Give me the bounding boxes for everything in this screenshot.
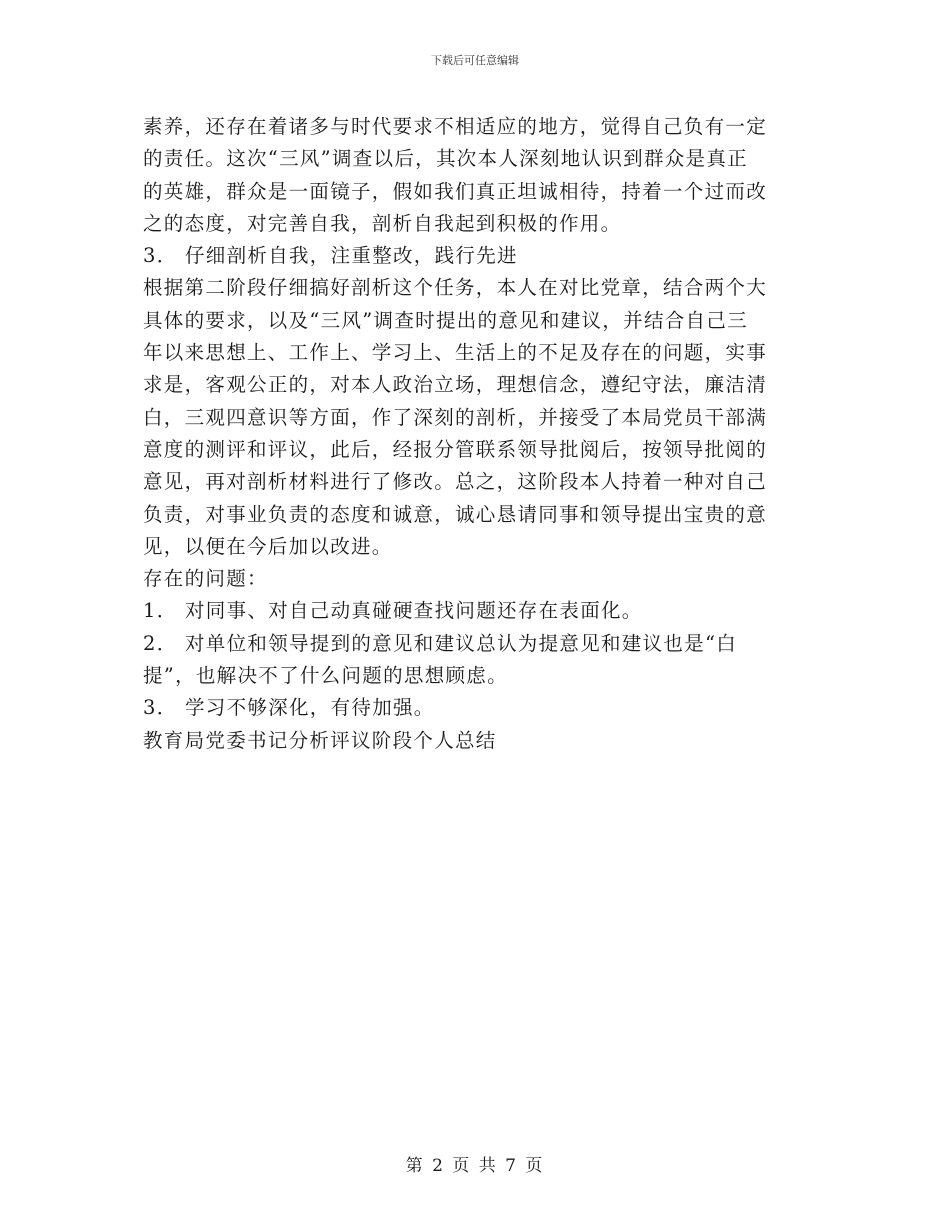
body-line: 意见，再对剖析材料进行了修改。总之，这阶段本人持着一种对自己 — [143, 470, 768, 494]
page-number: 第 2 页 共 7 页 — [405, 1156, 545, 1176]
body-line: 的责任。这次“三风”调查以后，其次本人深刻地认识到群众是真正 — [143, 147, 748, 171]
body-line: 负责，对事业负责的态度和诚意，诚心恳请同事和领导提出宝贵的意 — [143, 502, 768, 526]
body-line: 意度的测评和评议，此后，经报分管联系领导批阅后，按领导批阅的 — [143, 437, 768, 461]
body-line: 素养，还存在着诸多与时代要求不相适应的地方，觉得自己负有一定 — [143, 115, 768, 138]
document-title-line: 教育局党委书记分析评议阶段个人总结 — [143, 728, 497, 752]
body-line: 见，以便在今后加以改进。 — [143, 534, 393, 558]
document-body — [143, 111, 808, 757]
body-line: 根据第二阶段仔细搞好剖析这个任务，本人在对比党章，结合两个大 — [143, 276, 768, 300]
body-line: 具体的要求，以及“三风”调查时提出的意见和建议，并结合自己三 — [143, 308, 748, 332]
body-line: 的英雄，群众是一面镜子，假如我们真正坦诚相待，持着一个过而改 — [143, 179, 768, 203]
issue-item: 2． 对单位和领导提到的意见和建议总认为提意见和建议也是“白 — [143, 631, 738, 655]
body-line: 之的态度，对完善自我，剖析自我起到积极的作用。 — [143, 211, 622, 235]
issue-item-continued: 提”，也解决不了什么问题的思想顾虑。 — [143, 664, 508, 688]
page-header-note: 下载后可任意编辑 — [431, 54, 519, 67]
issue-item: 3． 学习不够深化，有待加强。 — [143, 696, 435, 720]
issues-heading: 存在的问题： — [143, 567, 268, 591]
body-line: 白，三观四意识等方面，作了深刻的剖析，并接受了本局党员干部满 — [143, 405, 768, 429]
issue-item: 1． 对同事、对自己动真碰硬查找问题还存在表面化。 — [143, 599, 643, 623]
body-line: 求是，客观公正的，对本人政治立场，理想信念，遵纪守法，廉洁清 — [143, 373, 768, 397]
body-line: 年以来思想上、工作上、学习上、生活上的不足及存在的问题，实事 — [143, 341, 768, 365]
section-heading: 3． 仔细剖析自我，注重整改，践行先进 — [143, 244, 518, 268]
